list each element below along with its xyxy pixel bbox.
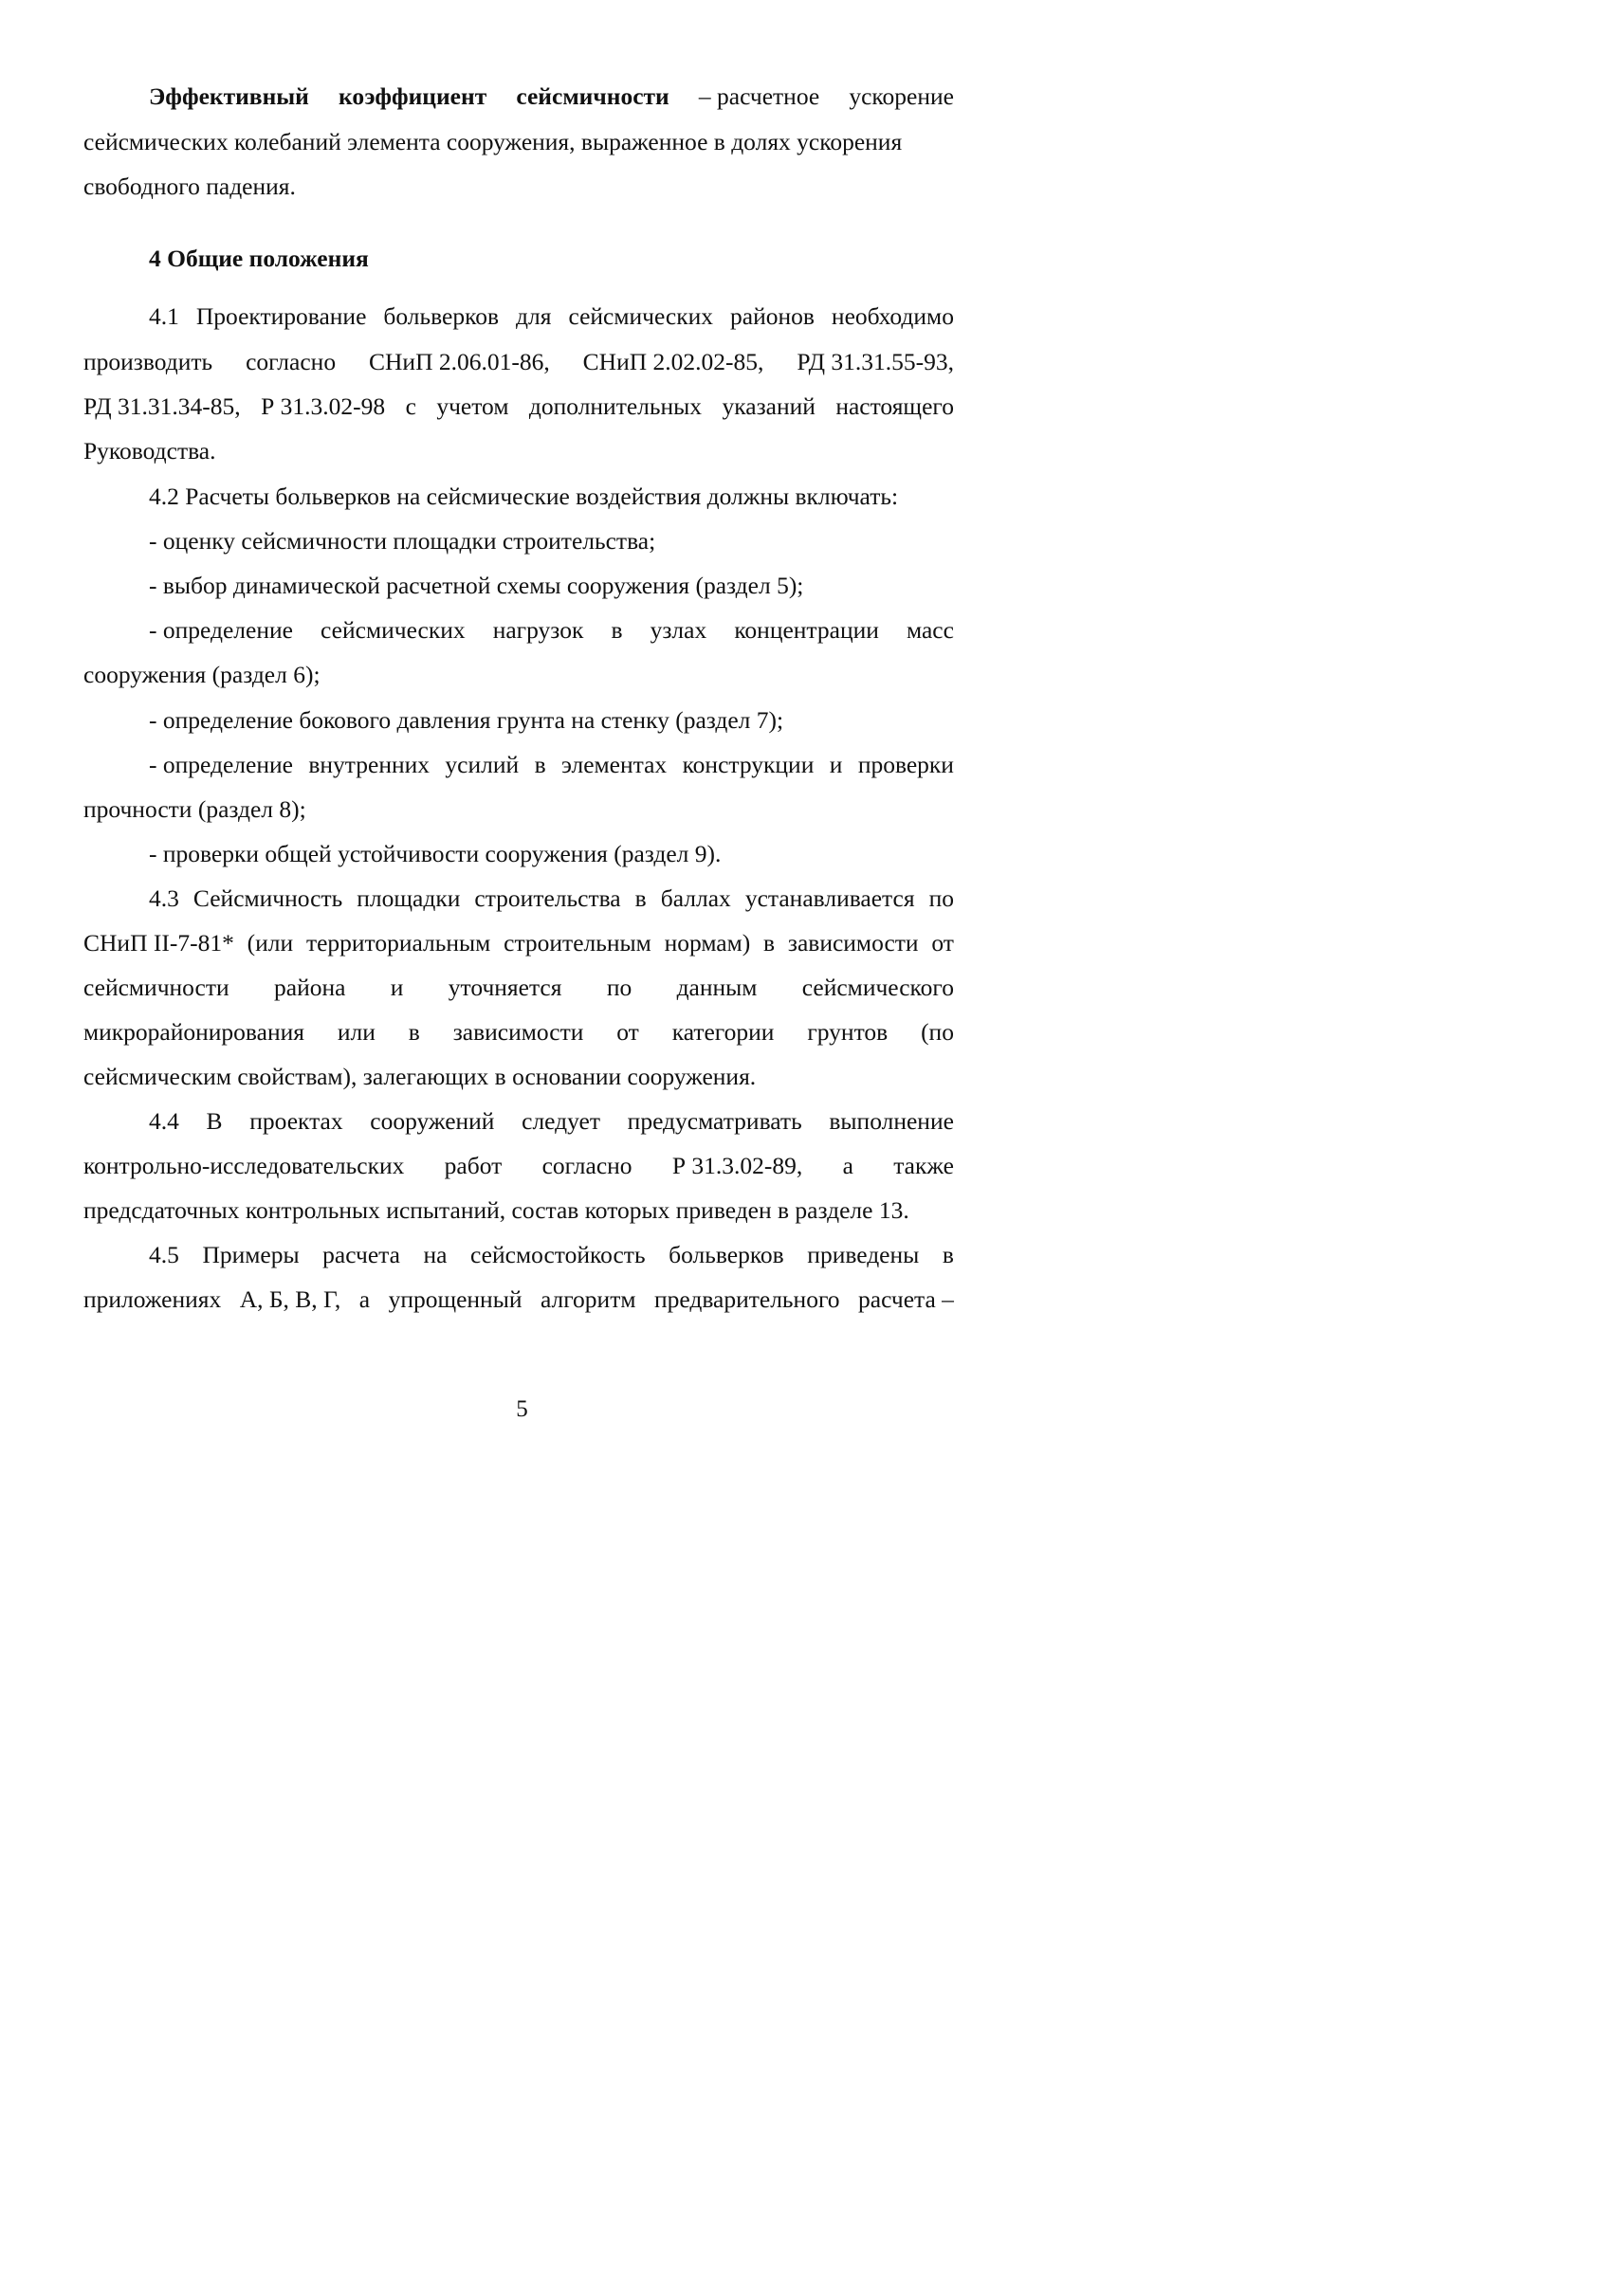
word: - определение [149,751,293,778]
definition-word: – расчетное [698,82,820,110]
p43-line-5: сейсмическим свойствам), залегающих в основании сооружения. [83,1063,757,1090]
word: необходимо [831,302,954,330]
word: конструкции [682,751,815,778]
word: элементах [561,751,668,778]
p43-line-3 [83,974,954,1002]
definition-line-2: сейсмических колебаний элемента сооружения, выраженное в долях ускорения [83,128,903,155]
word: РД 31.31.34-85, [83,392,241,420]
word: внутренних [308,751,431,778]
word: указаний [722,392,816,420]
word: производить [83,348,213,375]
word: от [931,929,954,957]
word: территориальным [305,929,491,957]
word: предварительного [653,1285,840,1313]
word: данным [676,974,758,1001]
word: Проектирование [195,302,367,330]
definition-term-word: коэффициент [339,82,487,110]
word: предусматривать [627,1107,802,1135]
word: по [606,974,632,1001]
definition-line-1 [149,82,954,111]
word: проектах [249,1107,343,1135]
word: согласно [246,348,337,375]
word: для [516,302,552,330]
word: по [928,884,954,912]
word: нагрузок [492,616,584,644]
word: а [358,1285,371,1313]
word: алгоритм [540,1285,636,1313]
word: настоящего [835,392,954,420]
word: следует [522,1107,600,1135]
word: усилий [445,751,520,778]
p45-line-2 [83,1285,954,1314]
word: нормам) [664,929,751,957]
word: сейсмических [321,616,466,644]
word: согласно [541,1152,632,1179]
p41-line-3 [83,392,954,421]
word: строительным [504,929,651,957]
word: Р 31.3.02-98 [261,392,386,420]
word: в [763,929,776,957]
word: СНиП 2.06.01-86, [369,348,550,375]
word: в [534,751,546,778]
word: выполнение [829,1107,954,1135]
word: зависимости [452,1018,584,1046]
p42-bullet-3-line-1 [149,616,954,645]
definition-line-3: свободного падения. [83,173,296,200]
word: сейсмических [568,302,714,330]
word: Сейсмичность [192,884,343,912]
word: проверки [857,751,954,778]
p42-bullet-2: - выбор динамической расчетной схемы сооружения (раздел 5); [149,572,804,599]
word: также [893,1152,954,1179]
p44-line-3: предсдаточных контрольных испытаний, состав которых приведен в разделе 13. [83,1196,909,1224]
p42-intro: 4.2 Расчеты больверков на сейсмические воздействия должны включать: [149,483,899,510]
word: приложениях [83,1285,222,1313]
definition-term-word: Эффективный [149,82,309,110]
word: учетом [436,392,509,420]
word: Примеры [202,1241,300,1268]
word: в [611,616,623,644]
word: (или [247,929,294,957]
p42-bullet-3-line-2: сооружения (раздел 6); [83,661,321,688]
word: уточняется [448,974,562,1001]
section-heading: 4 Общие положения [149,245,369,272]
word: баллах [660,884,731,912]
word: расчета [322,1241,400,1268]
word: строительства [474,884,621,912]
word: - определение [149,616,293,644]
word: В [206,1107,223,1135]
word: 4.1 [149,302,179,330]
word: сейсмостойкость [470,1241,646,1268]
word: микрорайонирования [83,1018,304,1046]
word: от [616,1018,639,1046]
word: упрощенный [388,1285,522,1313]
word: а [842,1152,853,1179]
p41-line-4: Руководства. [83,437,216,465]
word: в [408,1018,420,1046]
word: расчета – [858,1285,954,1313]
p44-line-1 [149,1107,954,1136]
p42-bullet-5-line-1 [149,751,954,779]
p41-line-2 [83,348,954,376]
word: работ [444,1152,503,1179]
word: масс [907,616,954,644]
word: сейсмического [801,974,954,1001]
definition-word: ускорение [849,82,954,110]
word: и [829,751,843,778]
word: района [274,974,346,1001]
word: 4.3 [149,884,179,912]
word: сейсмичности [83,974,229,1001]
word: грунтов [807,1018,889,1046]
word: А, Б, В, Г, [239,1285,341,1313]
word: в [942,1241,954,1268]
word: больверков [383,302,499,330]
word: в [634,884,647,912]
p43-line-1 [149,884,954,913]
word: (по [921,1018,954,1046]
p44-line-2 [83,1152,954,1180]
document-page [0,0,1044,1493]
definition-term-word: сейсмичности [516,82,669,110]
word: категории [671,1018,775,1046]
p45-line-1 [149,1241,954,1269]
word: площадки [357,884,461,912]
word: с [405,392,416,420]
word: устанавливается [744,884,915,912]
word: концентрации [734,616,879,644]
p42-bullet-5-line-2: прочности (раздел 8); [83,795,306,823]
word: СНиП 2.02.02-85, [582,348,764,375]
p41-line-1 [149,302,954,331]
p42-bullet-1: - оценку сейсмичности площадки строительства; [149,527,656,555]
word: РД 31.31.55-93, [797,348,954,375]
p42-bullet-6: - проверки общей устойчивости сооружения (раздел 9). [149,840,722,867]
word: приведены [807,1241,920,1268]
word: узлах [650,616,707,644]
word: СНиП II-7-81* [83,929,234,957]
word: и [390,974,404,1001]
word: зависимости [787,929,919,957]
word: на [423,1241,448,1268]
p43-line-2 [83,929,954,957]
word: районов [730,302,815,330]
p42-bullet-4: - определение бокового давления грунта на стенку (раздел 7); [149,706,784,734]
word: Р 31.3.02-89, [671,1152,803,1179]
word: больверков [669,1241,784,1268]
page-number: 5 [516,1396,528,1422]
p43-line-4 [83,1018,954,1047]
word: контрольно-исследовательских [83,1152,405,1179]
word: дополнительных [528,392,703,420]
word: сооружений [370,1107,495,1135]
word: 4.4 [149,1107,179,1135]
word: или [337,1018,376,1046]
word: 4.5 [149,1241,179,1268]
